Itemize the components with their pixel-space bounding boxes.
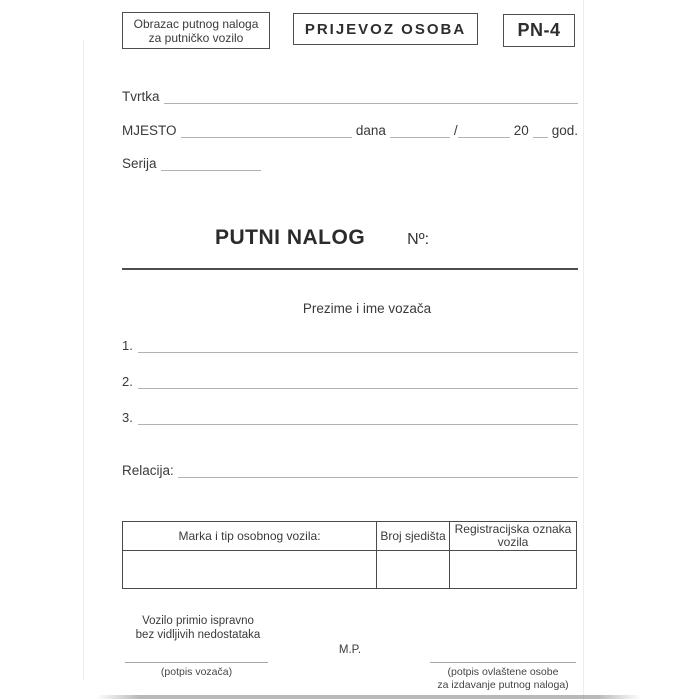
year-prefix: 20 bbox=[513, 123, 529, 138]
date-day-fill-line bbox=[390, 122, 450, 138]
issuer-signature-caption-line-1: (potpis ovlaštene osobe bbox=[447, 666, 559, 678]
form-type-box bbox=[122, 12, 270, 49]
vehicle-table-data-row bbox=[123, 551, 577, 589]
route-label: Relacija: bbox=[122, 463, 174, 478]
page-bottom-shadow bbox=[96, 695, 641, 699]
place-label: MJESTO bbox=[122, 123, 177, 138]
place-fill-line bbox=[181, 122, 352, 138]
driver-signature-block bbox=[125, 662, 268, 679]
series-label: Serija bbox=[122, 156, 157, 171]
col-header-make-type: Marka i tip osobnog vozila: bbox=[123, 522, 377, 551]
order-number-label: Nº: bbox=[407, 231, 430, 248]
form-code: PN-4 bbox=[517, 20, 561, 40]
date-year-fill-line bbox=[533, 122, 548, 138]
issuer-signature-block bbox=[430, 662, 576, 691]
stamp-label: M.P. bbox=[338, 644, 362, 656]
driver-row-2 bbox=[122, 373, 578, 389]
form-title-box bbox=[293, 13, 478, 45]
drivers-heading: Prezime i ime vozača bbox=[302, 301, 432, 316]
year-suffix: god. bbox=[551, 123, 578, 138]
order-heading bbox=[122, 226, 578, 250]
form-type-line-2: za putničko vozilo bbox=[148, 30, 244, 45]
received-note-line-1: Vozilo primio ispravno bbox=[142, 615, 254, 627]
driver-number-3: 3. bbox=[122, 410, 133, 425]
driver-number-2: 2. bbox=[122, 374, 133, 389]
date-separator: / bbox=[453, 123, 458, 138]
form-code-box bbox=[503, 14, 575, 47]
place-date-row bbox=[122, 122, 578, 138]
title-divider-rule bbox=[122, 268, 578, 270]
form-type-line-1: Obrazac putnog naloga bbox=[133, 16, 259, 31]
company-fill-line bbox=[164, 88, 578, 104]
series-fill-line bbox=[161, 155, 261, 171]
cell-seats bbox=[377, 551, 450, 589]
date-month-fill-line bbox=[458, 122, 510, 138]
form-title: PRIJEVOZ OSOBA bbox=[304, 20, 467, 38]
route-fill-line bbox=[178, 462, 578, 478]
cell-make-type bbox=[123, 551, 377, 589]
col-header-registration: Registracijska oznaka vozila bbox=[450, 522, 577, 551]
route-row bbox=[122, 462, 578, 478]
driver-row-1 bbox=[122, 337, 578, 353]
cell-registration bbox=[450, 551, 577, 589]
order-title: PUTNI NALOG bbox=[215, 226, 366, 249]
vehicle-table-header-row bbox=[123, 522, 577, 551]
col-header-seats: Broj sjedišta bbox=[377, 522, 450, 551]
driver-fill-line-3 bbox=[138, 409, 578, 425]
issuer-signature-caption bbox=[430, 663, 576, 691]
driver-row-3 bbox=[122, 409, 578, 425]
page-right-edge bbox=[583, 0, 584, 700]
driver-fill-line-1 bbox=[138, 337, 578, 353]
driver-signature-caption: (potpis vozača) bbox=[160, 666, 233, 678]
company-label: Tvrtka bbox=[122, 89, 160, 104]
driver-fill-line-2 bbox=[138, 373, 578, 389]
driver-number-1: 1. bbox=[122, 338, 133, 353]
page-left-edge bbox=[83, 40, 84, 680]
issuer-signature-caption-line-2: za izdavanje putnog naloga) bbox=[437, 678, 569, 691]
company-row bbox=[122, 88, 578, 104]
received-note-line-2: bez vidljivih nedostataka bbox=[135, 629, 261, 641]
date-day-label: dana bbox=[355, 123, 386, 138]
series-row bbox=[122, 155, 578, 171]
vehicle-table bbox=[122, 521, 577, 589]
received-note bbox=[123, 614, 273, 642]
